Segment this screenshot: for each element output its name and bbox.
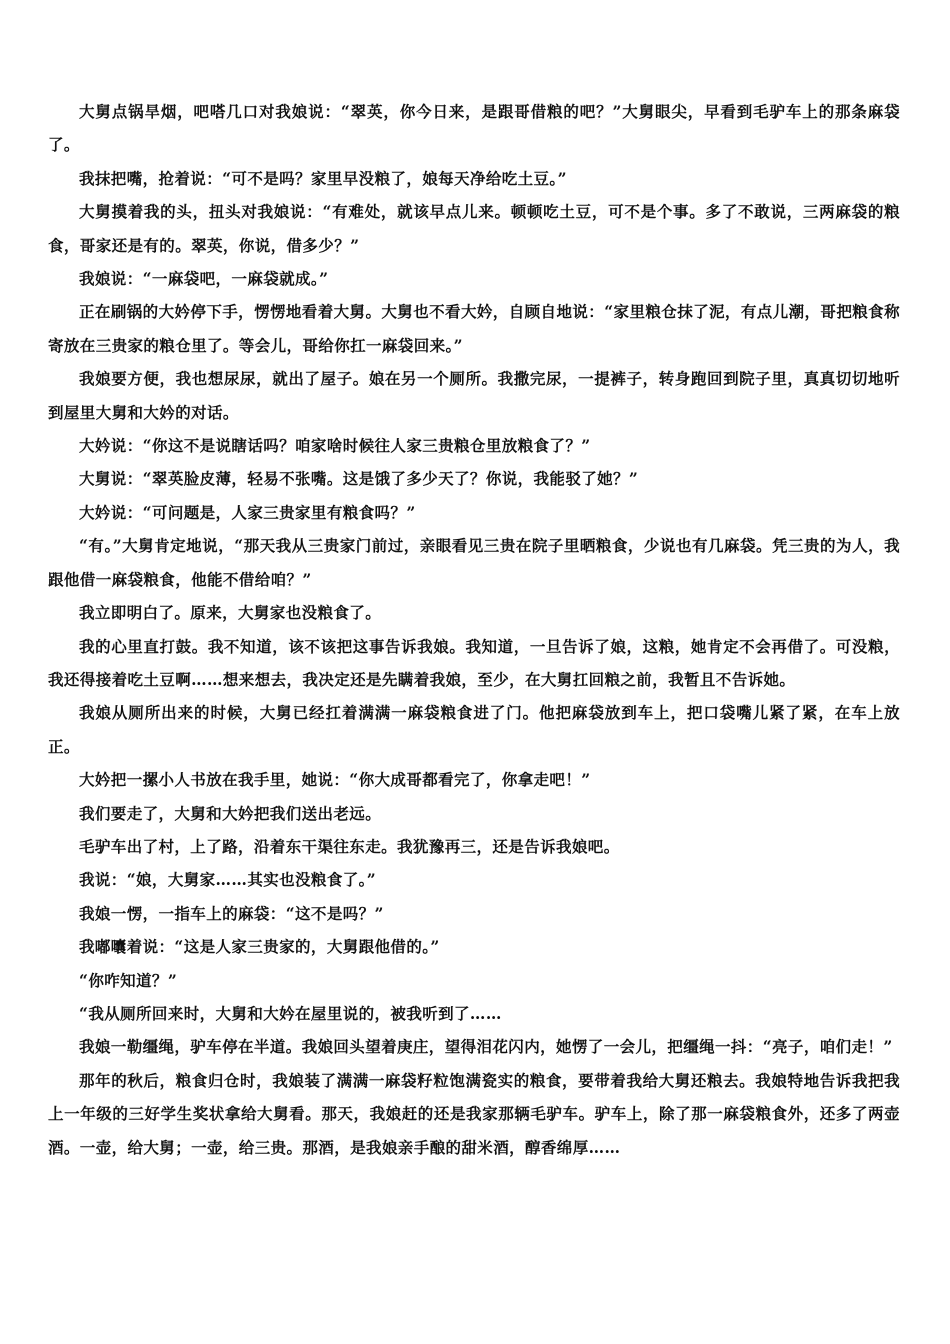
paragraph-23: 那年的秋后，粮食归仓时，我娘装了满满一麻袋籽粒饱满瓷实的粮食，要带着我给大舅还粮去。我娘特地告诉我把我上一年级的三好学生奖状拿给大舅看。那天，我娘赶的还是我家那辆毛驴车。驴车上，除了那一麻袋粮食外，还多了两壶酒。一壶，给大舅；一壶，给三贵。那酒，是我娘亲手酿的甜米酒，醇香绵厚…… (48, 1070, 900, 1157)
paragraph-11: 我立即明白了。原来，大舅家也没粮食了。 (79, 603, 382, 623)
paragraph-22: 我娘一勒缰绳，驴车停在半道。我娘回头望着庚庄，望得泪花闪内，她愣了一会儿，把缰绳一抖：“亮子，咱们走！” (79, 1037, 893, 1057)
paragraph-21: “我从厕所回来时，大舅和大妗在屋里说的，被我听到了…… (79, 1003, 502, 1023)
paragraph-17: 我说：“娘，大舅家……其实也没粮食了。” (79, 870, 377, 890)
paragraph-16: 毛驴车出了村，上了路，沿着东干渠往东走。我犹豫再三，还是告诉我娘吧。 (79, 836, 620, 856)
paragraph-15: 我们要走了，大舅和大妗把我们送出老远。 (79, 803, 382, 823)
paragraph-8: 大舅说：“翠英脸皮薄，轻易不张嘴。这是饿了多少天了？你说，我能驳了她？” (79, 469, 639, 489)
paragraph-12: 我的心里直打鼓。我不知道，该不该把这事告诉我娘。我知道，一旦告诉了娘，这粮，她肯定不会再借了。可没粮，我还得接着吃土豆啊……想来想去，我决定还是先瞒着我娘，至少，在大舅扛回粮之前，我暂且不告诉她。 (48, 636, 900, 689)
paragraph-14: 大妗把一摞小人书放在我手里，她说：“你大成哥都看完了，你拿走吧！” (79, 770, 591, 790)
story-text (48, 95, 900, 1164)
paragraph-13: 我娘从厕所出来的时候，大舅已经扛着满满一麻袋粮食进了门。他把麻袋放到车上，把口袋嘴儿紧了紧，在车上放正。 (48, 703, 900, 756)
paragraph-9: 大妗说：“可问题是，人家三贵家里有粮食吗？” (79, 502, 416, 522)
paragraph-10: “有。”大舅肯定地说，“那天我从三贵家门前过，亲眼看见三贵在院子里晒粮食，少说也有几麻袋。凭三贵的为人，我跟他借一麻袋粮食，他能不借给咱？” (48, 536, 900, 589)
paragraph-6: 我娘要方便，我也想尿尿，就出了屋子。娘在另一个厕所。我撒完尿，一提裤子，转身跑回到院子里，真真切切地听到屋里大舅和大妗的对话。 (48, 369, 900, 422)
paragraph-19: 我嘟囔着说：“这是人家三贵家的，大舅跟他借的。” (79, 937, 440, 957)
paragraph-5: 正在刷锅的大妗停下手，愣愣地看着大舅。大舅也不看大妗，自顾自地说：“家里粮仓抹了泥，有点儿潮，哥把粮食称寄放在三贵家的粮仓里了。等会儿，哥给你扛一麻袋回来。” (48, 302, 900, 355)
paragraph-18: 我娘一愣，一指车上的麻袋：“这不是吗？” (79, 903, 384, 923)
paragraph-4: 我娘说：“一麻袋吧，一麻袋就成。” (79, 269, 329, 289)
paragraph-2: 我抹把嘴，抢着说：“可不是吗？家里早没粮了，娘每天净给吃土豆。” (79, 168, 567, 188)
paragraph-7: 大妗说：“你这不是说瞎话吗？咱家啥时候往人家三贵粮仓里放粮食了？” (79, 436, 591, 456)
paragraph-3: 大舅摸着我的头，扭头对我娘说：“有难处，就该早点儿来。顿顿吃土豆，可不是个事。多了不敢说，三两麻袋的粮食，哥家还是有的。翠英，你说，借多少？” (48, 202, 900, 255)
paragraph-20: “你咋知道？” (79, 970, 178, 990)
paragraph-1: 大舅点锅旱烟，吧嗒几口对我娘说：“翠英，你今日来，是跟哥借粮的吧？”大舅眼尖，早看到毛驴车上的那条麻袋了。 (48, 102, 900, 155)
